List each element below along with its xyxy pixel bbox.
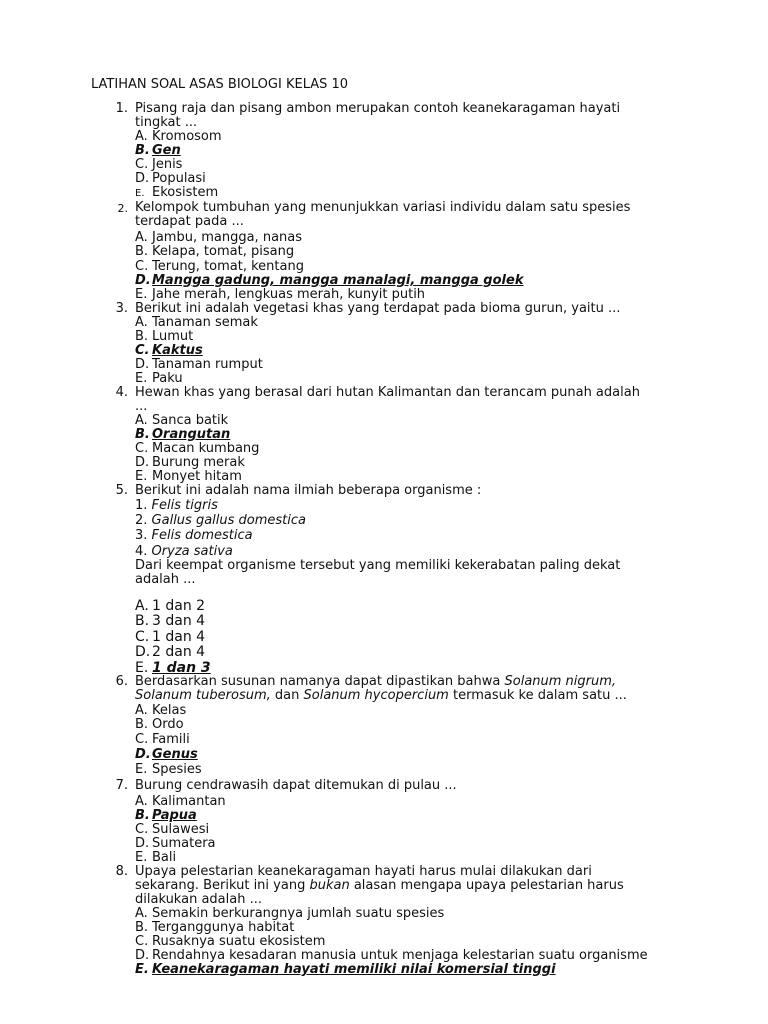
option-b: B. 3 dan 4: [135, 613, 206, 629]
question-text: terdapat pada ...: [135, 214, 244, 229]
answer-option-c: C. Kaktus: [135, 343, 203, 358]
option-a: A. Tanaman semak: [135, 315, 258, 330]
question-text: adalah ...: [135, 572, 196, 587]
option-d: D. Populasi: [135, 171, 206, 186]
option-d: D. Rendahnya kesadaran manusia untuk menjaga kelestarian suatu organisme: [135, 948, 648, 963]
answer-option-e: E. Keanekaragaman hayati memiliki nilai komersial tinggi: [135, 962, 556, 977]
question-text: Pisang raja dan pisang ambon merupakan contoh keanekaragaman hayati: [135, 101, 621, 116]
question-text: Dari keempat organisme tersebut yang memiliki kekerabatan paling dekat: [135, 558, 621, 573]
option-d: D. Sumatera: [135, 836, 216, 851]
option-c: C. Sulawesi: [135, 822, 210, 837]
answer-option-b: B. Orangutan: [135, 427, 231, 442]
option-a: A. Kromosom: [135, 129, 222, 144]
option-c: C. 1 dan 4: [135, 629, 206, 645]
question-text: Berdasarkan susunan namanya dapat dipastikan bahwa Solanum nigrum,: [135, 674, 617, 689]
question-text: Kelompok tumbuhan yang menunjukkan variasi individu dalam satu spesies: [135, 200, 631, 215]
option-a: A. Semakin berkurangnya jumlah suatu spesies: [135, 906, 445, 921]
question-text: Solanum tuberosum, dan Solanum hycopercium termasuk ke dalam satu ...: [135, 688, 627, 703]
question-text: Burung cendrawasih dapat ditemukan di pulau ...: [135, 778, 457, 793]
question-number: 5.: [115, 483, 128, 498]
document-title: LATIHAN SOAL ASAS BIOLOGI KELAS 10: [91, 77, 349, 92]
organism-item: 2. Gallus gallus domestica: [135, 513, 307, 528]
question-text: Upaya pelestarian keanekaragaman hayati harus mulai dilakukan dari: [135, 864, 592, 879]
option-a: A. 1 dan 2: [135, 598, 206, 614]
option-a: A. Kalimantan: [135, 794, 226, 809]
option-c: C. Famili: [135, 732, 190, 747]
option-b: B. Terganggunya habitat: [135, 920, 295, 935]
option-e: E. Jahe merah, lengkuas merah, kunyit putih: [135, 287, 426, 302]
question-number: 4.: [115, 385, 128, 400]
option-d: D. Burung merak: [135, 455, 245, 470]
question-number: 2.: [117, 202, 128, 215]
option-d: D. Tanaman rumput: [135, 357, 263, 372]
question-text: dilakukan adalah ...: [135, 892, 262, 907]
option-c: C. Terung, tomat, kentang: [135, 259, 304, 274]
option-c: C. Macan kumbang: [135, 441, 260, 456]
organism-item: 1. Felis tigris: [135, 498, 218, 513]
question-text: Hewan khas yang berasal dari hutan Kalimantan dan terancam punah adalah: [135, 385, 640, 400]
option-b: B. Ordo: [135, 717, 184, 732]
option-e: E. Spesies: [135, 762, 202, 777]
answer-option-b: B. Papua: [135, 808, 197, 823]
question-number: 1.: [115, 101, 128, 116]
option-d: D. 2 dan 4: [135, 644, 206, 660]
option-c: C. Jenis: [135, 157, 183, 172]
option-a: A. Sanca batik: [135, 413, 229, 428]
option-a: A. Kelas: [135, 703, 187, 718]
option-e: E. Paku: [135, 371, 183, 386]
question-number: 6.: [115, 674, 128, 689]
question-number: 8.: [115, 864, 128, 879]
question-number: 7.: [115, 778, 128, 793]
answer-option-d: D.Genus: [135, 747, 198, 762]
question-text: sekarang. Berikut ini yang bukan alasan mengapa upaya pelestarian harus: [135, 878, 624, 893]
question-text: tingkat ...: [135, 115, 198, 130]
option-e: E. Monyet hitam: [135, 469, 242, 484]
question-text: Berikut ini adalah nama ilmiah beberapa organisme :: [135, 483, 482, 498]
option-b: B. Kelapa, tomat, pisang: [135, 244, 295, 259]
answer-option-e: E. 1 dan 3: [135, 660, 211, 676]
option-b: B. Lumut: [135, 329, 194, 344]
organism-item: 3. Felis domestica: [135, 528, 253, 543]
question-text: Berikut ini adalah vegetasi khas yang terdapat pada bioma gurun, yaitu ...: [135, 301, 621, 316]
option-e: E. Bali: [135, 850, 177, 865]
question-text: ...: [135, 399, 148, 414]
answer-option-b: B. Gen: [135, 143, 181, 158]
option-e: E. Ekosistem: [135, 185, 219, 200]
organism-item: 4. Oryza sativa: [135, 544, 233, 559]
option-a: A. Jambu, mangga, nanas: [135, 230, 303, 245]
option-c: C. Rusaknya suatu ekosistem: [135, 934, 326, 949]
answer-option-d: D.Mangga gadung, mangga manalagi, mangga golek: [135, 273, 524, 288]
question-number: 3.: [115, 301, 128, 316]
